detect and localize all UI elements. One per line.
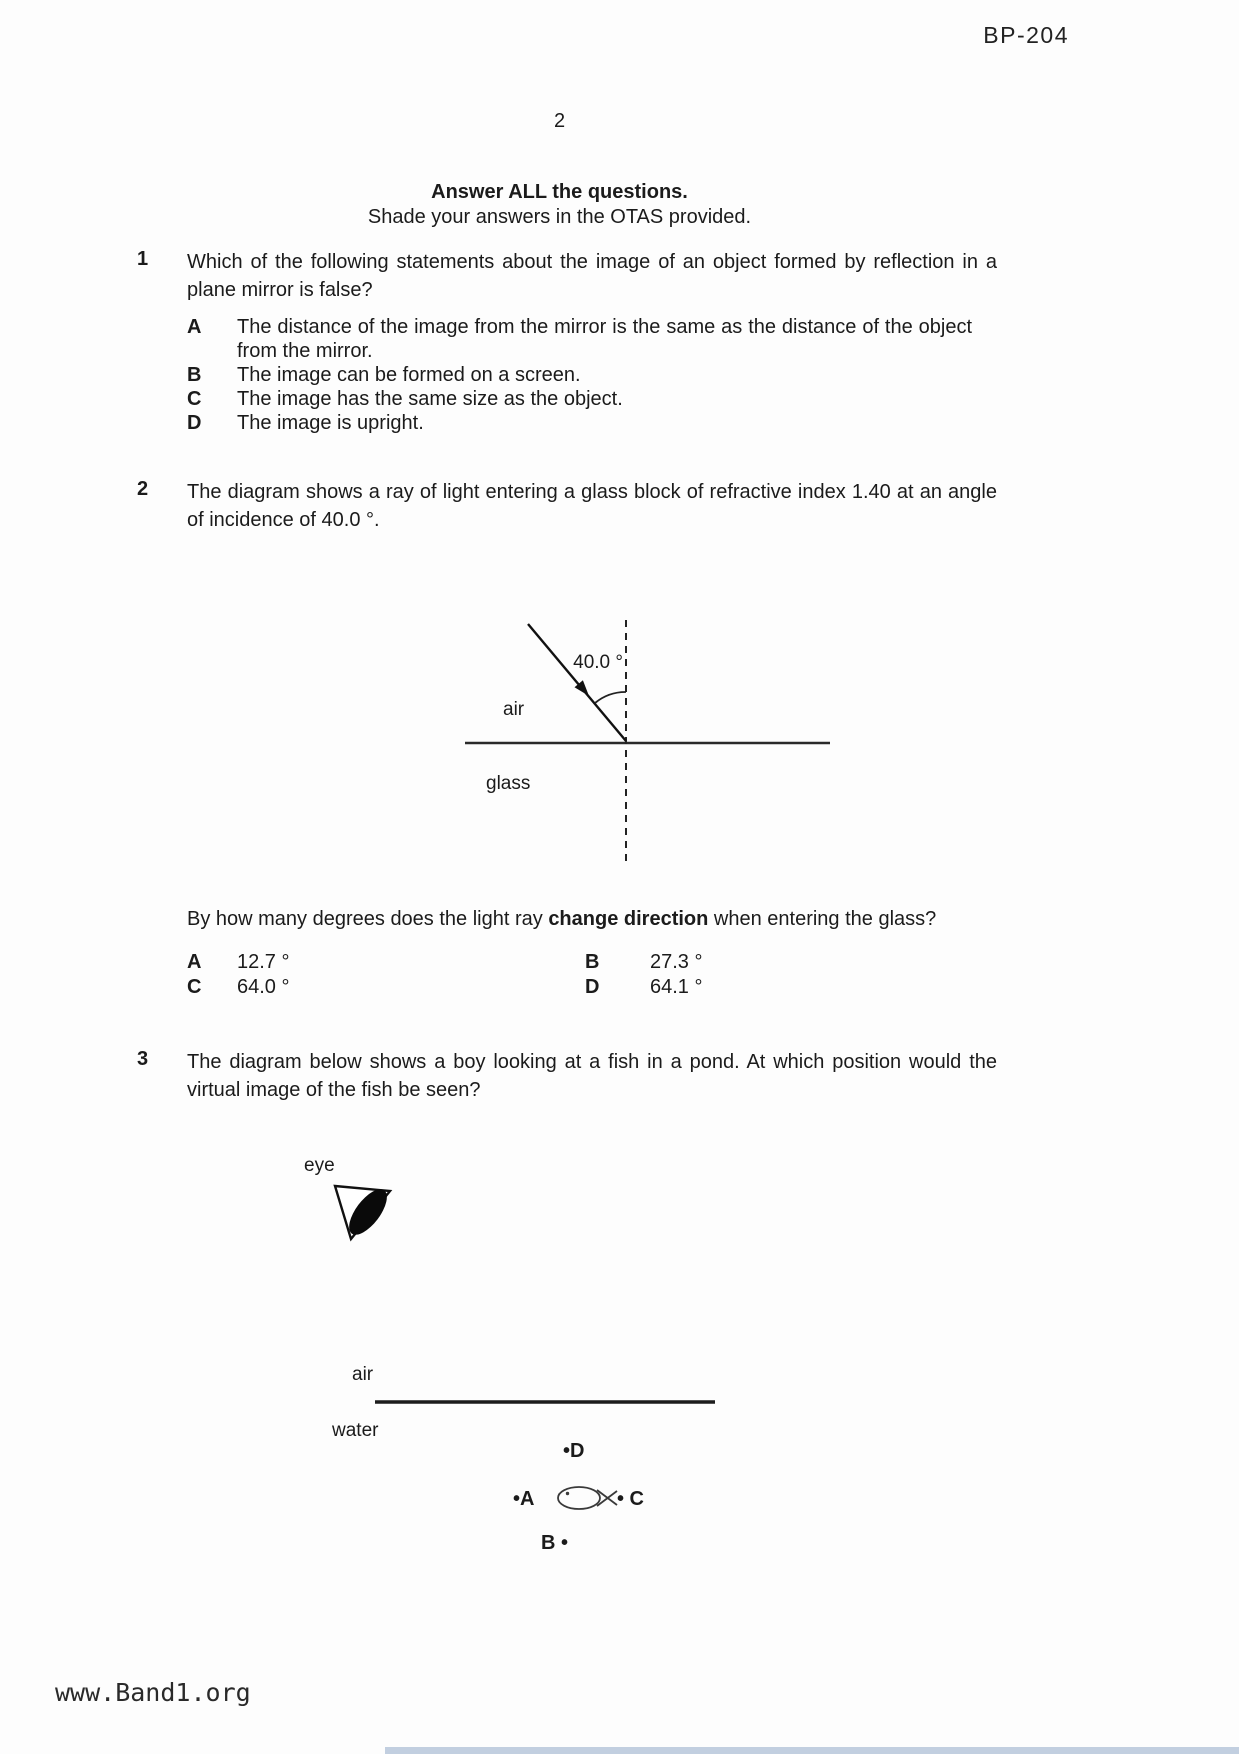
option-a-value: 12.7 ° — [237, 951, 290, 973]
option-b-letter: B — [585, 951, 600, 973]
page-number: 2 — [553, 110, 566, 132]
watermark: www.Band1.org — [55, 1678, 251, 1707]
question-1 — [137, 248, 997, 435]
option-d-value: 64.1 ° — [650, 976, 703, 998]
question-2-options — [187, 950, 900, 1000]
question-2-stem-line1: The diagram shows a ray of light entering a glass block of refractive index 1.40 at an angle — [187, 481, 997, 503]
option-d — [187, 411, 997, 435]
option-c-letter: C — [187, 976, 202, 998]
question-3 — [137, 1048, 997, 1104]
question-1-stem-line2: plane mirror is false? — [187, 279, 373, 301]
option-c-value: 64.0 ° — [237, 976, 290, 998]
option-d-text: The image is upright. — [237, 412, 424, 434]
air-label: air — [503, 699, 525, 720]
question-1-number: 1 — [137, 248, 149, 270]
option-b-text: The image can be formed on a screen. — [237, 364, 581, 386]
doc-code: BP-204 — [983, 22, 1069, 48]
option-a-line1: The distance of the image from the mirror is the same as the distance of the object — [237, 316, 972, 338]
question-3-stem — [187, 1048, 997, 1104]
question-2-stem-line2: of incidence of 40.0 °. — [187, 509, 380, 531]
position-c-label: • C — [617, 1488, 645, 1510]
option-a-line2: from the mirror. — [237, 340, 373, 362]
option-c — [187, 387, 997, 411]
eye-icon — [335, 1183, 394, 1241]
question-2-stem — [187, 478, 997, 534]
option-d-letter: D — [585, 976, 600, 998]
question-1-stem — [187, 248, 997, 304]
position-b-label: B • — [541, 1532, 569, 1554]
option-b-value: 27.3 ° — [650, 951, 703, 973]
angle-arc — [595, 692, 626, 703]
subquestion-suffix: when entering the glass? — [708, 908, 937, 930]
angle-value-label: 40.0 ° — [573, 652, 623, 673]
option-a-letter: A — [187, 316, 202, 338]
question-2 — [137, 478, 997, 534]
option-b — [187, 363, 997, 387]
option-a-text — [237, 315, 972, 363]
question-1-stem-line1: Which of the following statements about the image of an object formed by reflection in a — [187, 251, 997, 273]
question-3-stem-line1: The diagram below shows a boy looking at a fish in a pond. At which position would the — [187, 1051, 997, 1073]
eye-label: eye — [304, 1155, 335, 1176]
instructions-line1: Answer ALL the questions. — [431, 181, 688, 203]
incident-ray-line — [528, 624, 626, 741]
question-3-stem-line2: virtual image of the fish be seen? — [187, 1079, 481, 1101]
position-a-label: •A — [513, 1488, 535, 1510]
refraction-diagram — [420, 582, 840, 882]
option-b-letter: B — [187, 364, 202, 386]
option-c-letter: C — [187, 388, 202, 410]
question-2-subquestion — [187, 908, 936, 931]
option-c-text: The image has the same size as the object. — [237, 388, 623, 410]
position-d-label: •D — [563, 1440, 585, 1462]
question-2-number: 2 — [137, 478, 149, 500]
question-1-options — [187, 315, 997, 435]
question-3-number: 3 — [137, 1048, 149, 1070]
option-a-letter: A — [187, 951, 202, 973]
subquestion-prefix: By how many degrees does the light ray — [187, 908, 549, 930]
scan-edge-artifact — [385, 1747, 1239, 1754]
air-label: air — [352, 1364, 374, 1385]
option-d-letter: D — [187, 412, 202, 434]
instructions-line2: Shade your answers in the OTAS provided. — [367, 206, 752, 228]
subquestion-bold: change direction — [548, 908, 709, 930]
fish-icon — [558, 1487, 617, 1509]
instructions — [0, 180, 1119, 230]
pond-diagram — [280, 1140, 760, 1570]
option-a — [187, 315, 997, 363]
water-label: water — [332, 1420, 379, 1441]
glass-label: glass — [486, 773, 531, 794]
